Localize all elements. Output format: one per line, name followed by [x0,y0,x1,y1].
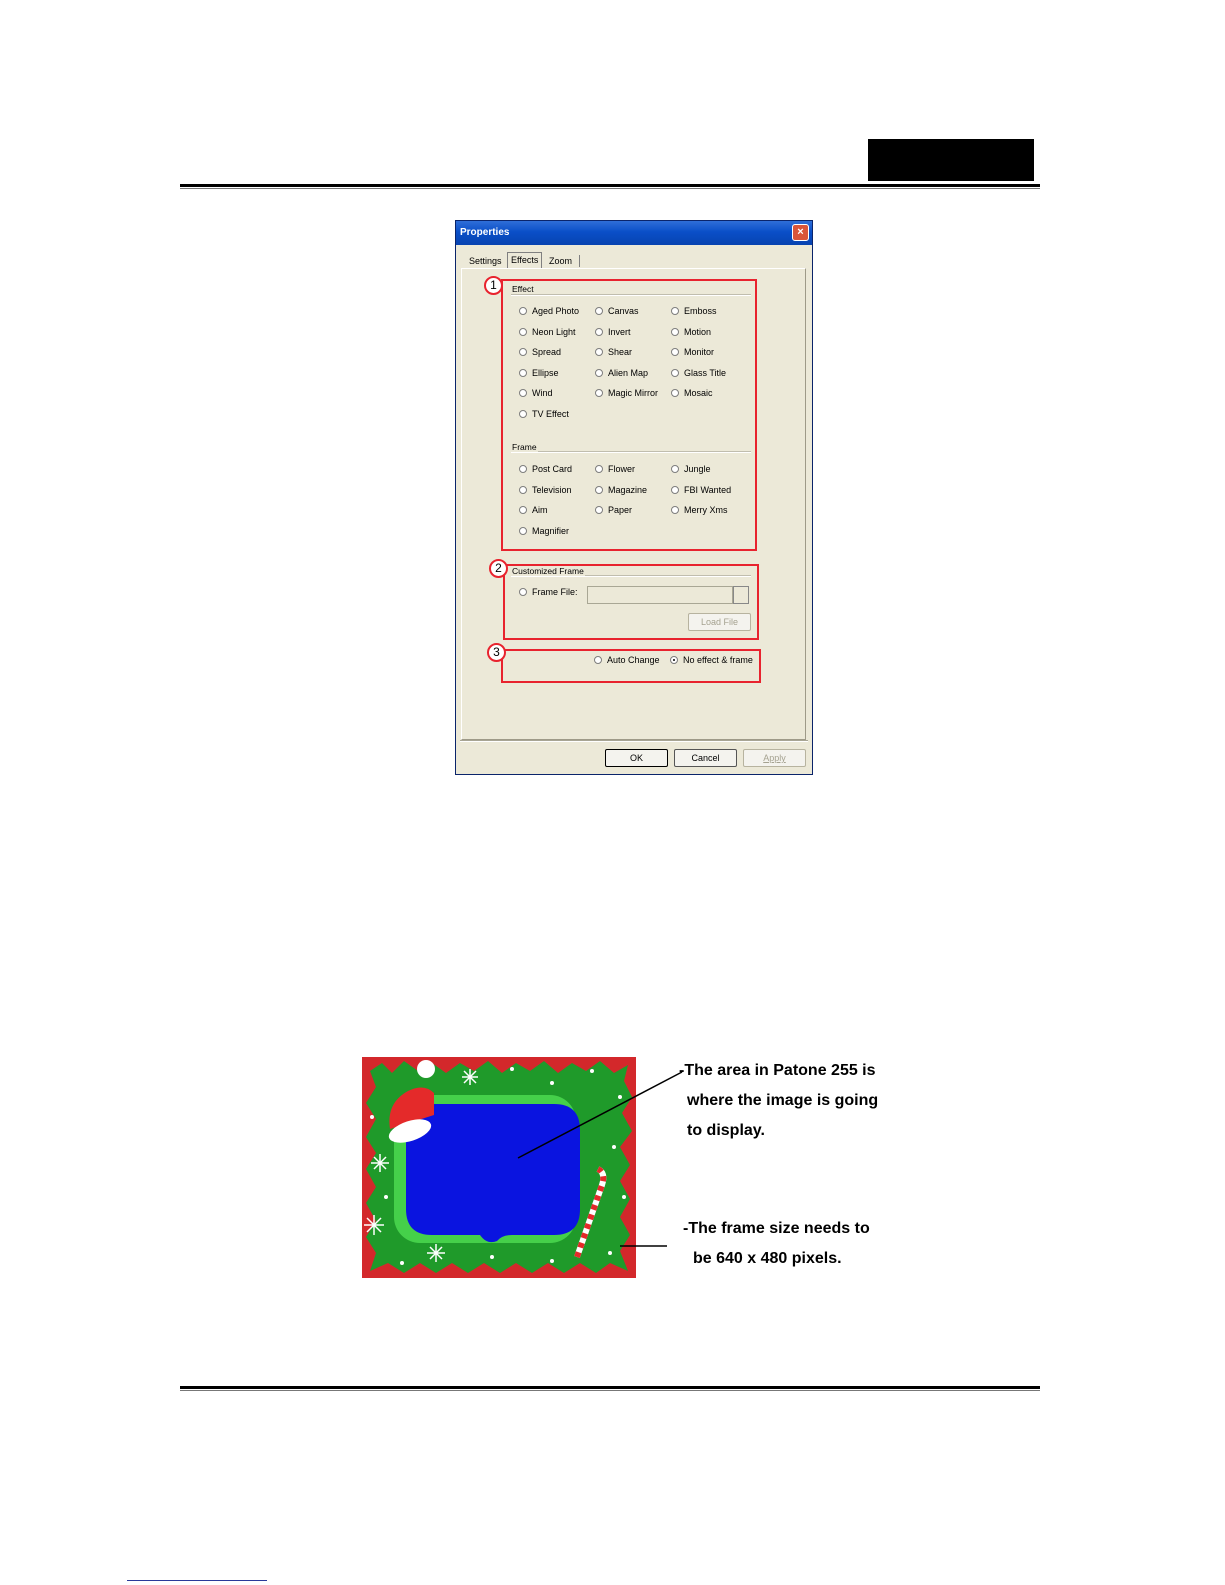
no-effect-label: No effect & frame [683,655,753,665]
frame-option-radio[interactable] [671,486,679,494]
effect-option-label: Aged Photo [532,306,580,316]
frame-option-radio[interactable] [519,486,527,494]
dialog-title: Properties [460,227,510,238]
frame-option-radio[interactable] [595,486,603,494]
tab-zoom[interactable]: Zoom [549,256,573,266]
effect-option-label: Wind [532,388,553,399]
frame-option-label: Jungle [684,464,711,474]
effect-option-label: Glass Title [684,367,727,378]
effect-option-label: Alien Map [608,367,649,378]
customized-frame-label: Customized Frame [512,566,584,576]
header-rule [180,184,1040,187]
effect-option-label: Ellipse [532,367,559,378]
frame-option-radio[interactable] [519,527,527,535]
title-bar [456,221,812,245]
effect-group-line [511,294,751,296]
callout-frame-size [683,1214,870,1274]
footer-rule-thin [180,1390,1040,1391]
callout-1-line-1: -The area in Patone 255 is [679,1062,876,1079]
effect-option-radio[interactable] [671,328,679,336]
effect-option-label: Motion [684,326,712,337]
effect-option-label: TV Effect [532,409,569,419]
effect-option-label: Mosaic [684,388,713,399]
frame-option-label: Magnifier [532,525,570,536]
frame-file-field[interactable] [587,586,733,604]
frame-option-label: FBI Wanted [684,484,732,495]
browse-button[interactable] [733,586,749,604]
effect-option-radio[interactable] [595,307,603,315]
callout-2-line-2: be 640 x 480 pixels. [693,1250,842,1267]
frame-group-line [511,451,751,453]
effect-option-label: Magic Mirror [608,388,659,399]
effect-option-label: Monitor [684,347,715,358]
header-rule-thin [180,188,1040,189]
marker-3: 3 [487,643,506,662]
cancel-button[interactable]: Cancel [674,749,737,767]
effect-option-label: Invert [608,326,631,337]
effect-option-label: Emboss [684,306,717,316]
effect-option-radio[interactable] [519,369,527,377]
effect-group-label: Effect [512,284,534,294]
footer-rule [180,1386,1040,1389]
effect-option-radio[interactable] [595,369,603,377]
callout-1-line-3: to display. [687,1122,765,1139]
frame-option-label: Magazine [608,484,648,495]
effect-option-radio[interactable] [671,369,679,377]
effect-option-radio[interactable] [519,307,527,315]
effect-option-radio[interactable] [671,307,679,315]
load-file-button[interactable]: Load File [688,613,751,631]
effect-option-radio[interactable] [519,410,527,418]
callout-display-area [679,1056,878,1146]
auto-change-label: Auto Change [607,655,660,665]
frame-option-label: Merry Xms [684,505,728,516]
frame-option-label: Aim [532,505,548,516]
effect-option-label: Spread [532,347,562,358]
ok-button[interactable]: OK [605,749,668,767]
effect-option-radio[interactable] [595,328,603,336]
tab-settings[interactable]: Settings [469,256,502,266]
effect-option-label: Canvas [608,306,639,316]
close-button[interactable]: × [792,224,809,241]
frame-file-radio[interactable] [519,588,527,596]
santa-hat-pompom [417,1060,435,1078]
frame-option-radio[interactable] [519,465,527,473]
effect-option-label: Shear [608,347,633,358]
frame-option-radio[interactable] [595,465,603,473]
callout-2-line-1: -The frame size needs to [683,1220,870,1237]
no-effect-radio[interactable] [670,656,678,664]
frame-file-label: Frame File: [532,587,578,597]
apply-button[interactable]: Apply [743,749,806,767]
properties-dialog [455,220,813,775]
frame-option-radio[interactable] [671,465,679,473]
marker-1: 1 [484,276,503,295]
callout-1-line-2: where the image is going [687,1092,879,1109]
frame-option-label: Post Card [532,464,573,474]
frame-option-label: Paper [608,505,633,516]
auto-change-radio[interactable] [594,656,602,664]
pointer-line-display-area [518,1072,682,1158]
header-tab-block [868,139,1034,181]
tab-divider [579,255,580,267]
tab-effects[interactable]: Effects [507,252,542,269]
effect-option-label: Neon Light [532,326,576,337]
pointer-lines [515,1060,685,1260]
marker-2: 2 [489,559,508,578]
footer-divider [460,740,808,742]
frame-option-label: Flower [608,464,636,474]
footer-link-underline [127,1580,267,1581]
effect-option-radio[interactable] [519,328,527,336]
frame-group-label: Frame [512,442,537,452]
frame-option-label: Television [532,484,572,495]
